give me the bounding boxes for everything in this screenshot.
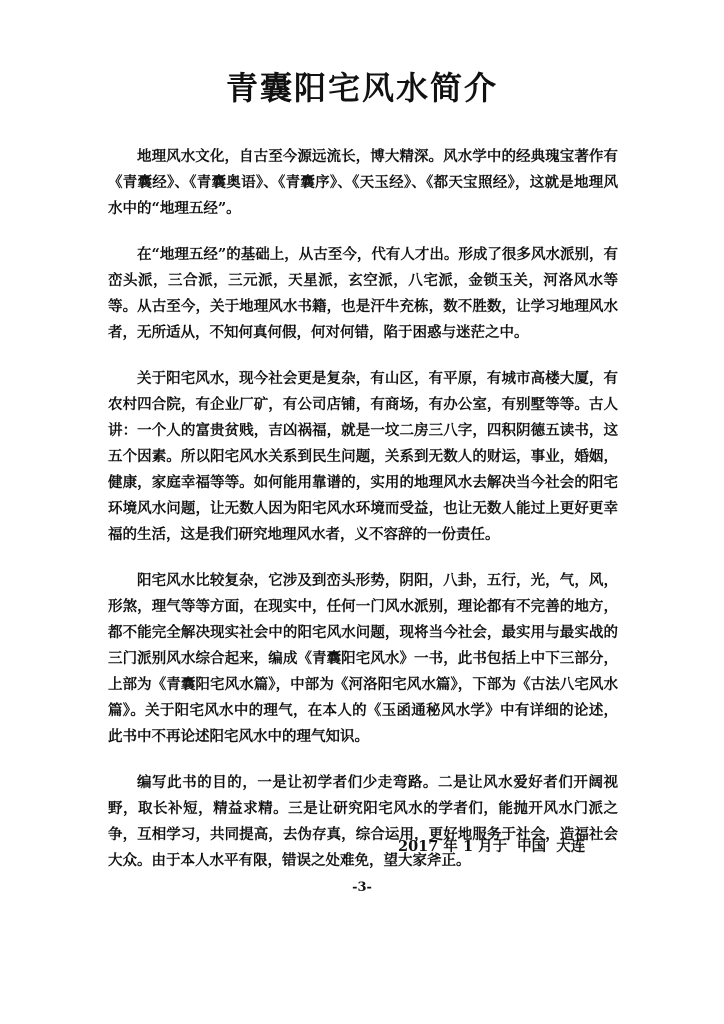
paragraph-2: 在“地理五经”的基础上，从古至今，代有人才出。形成了很多风水派别，有峦头派，三合派，三元派，天星派，玄空派，八宅派，金锁玉关，河洛风水等等。从古至今，关于地理风水书籍，也是汗牛充栋，数不胜数，让学习地理风水者，无所适从，不知何真何假，何对何错，陷于困惑与迷茫之中。 xyxy=(108,246,618,341)
page-number: -3- xyxy=(352,880,372,895)
paragraph-1: 地理风水文化，自古至今源远流长，博大精深。风水学中的经典瑰宝著作有《青囊经》、《青囊奥语》、《青囊序》、《天玉经》、《都天宝照经》，这就是地理风水中的“地理五经”。 xyxy=(108,148,618,217)
document-body xyxy=(108,144,618,894)
paragraph-5: 编写此书的目的，一是让初学者们少走弯路。二是让风水爱好者们开阔视野，取长补短，精益求精。三是让研究阳宅风水的学者们，能抛开风水门派之争，互相学习，共同提高，去伪存真，综合运用，更好地服务于社会，造福社会大众。由于本人水平有限，错误之处难免，望大家斧正。 xyxy=(108,774,618,869)
paragraph-3: 关于阳宅风水，现今社会更是复杂，有山区，有平原，有城市高楼大厦，有农村四合院，有企业厂矿，有公司店铺，有商场，有办公室，有别墅等等。古人讲：一个人的富贵贫贱，吉凶祸福，就是一坟二房三八字，四积阴德五读书，这五个因素。所以阳宅风水关系到民生问题，关系到无数人的财运，事业，婚姻，健康，家庭幸福等等。如何能用靠谱的，实用的地理风水去解决当今社会的阳宅环境风水问题，让无数人因为阳宅风水环境而受益，也让无数人能过上更好更幸福的生活，这是我们研究地理风水者，义不容辞的一份责任。 xyxy=(108,370,618,543)
paragraph-4: 阳宅风水比较复杂，它涉及到峦头形势，阴阳，八卦，五行，光，气，风，形煞，理气等等方面，在现实中，任何一门风水派别，理论都有不完善的地方，都不能完全解决现实社会中的阳宅风水问题，现将当今社会，最实用与最实战的三门派别风水综合起来，编成《青囊阳宅风水》一书，此书包括上中下三部分，上部为《青囊阳宅风水篇》，中部为《河洛阳宅风水篇》，下部为《古法八宅风水篇》。关于阳宅风水中的理气，在本人的《玉函通秘风水学》中有详细的论述，此书中不再论述阳宅风水中的理气知识。 xyxy=(108,572,618,745)
document-title: 青囊阳宅风水简介 xyxy=(225,69,498,107)
date-signature: 2017 年 1 月于 中国 大连 xyxy=(398,838,586,855)
